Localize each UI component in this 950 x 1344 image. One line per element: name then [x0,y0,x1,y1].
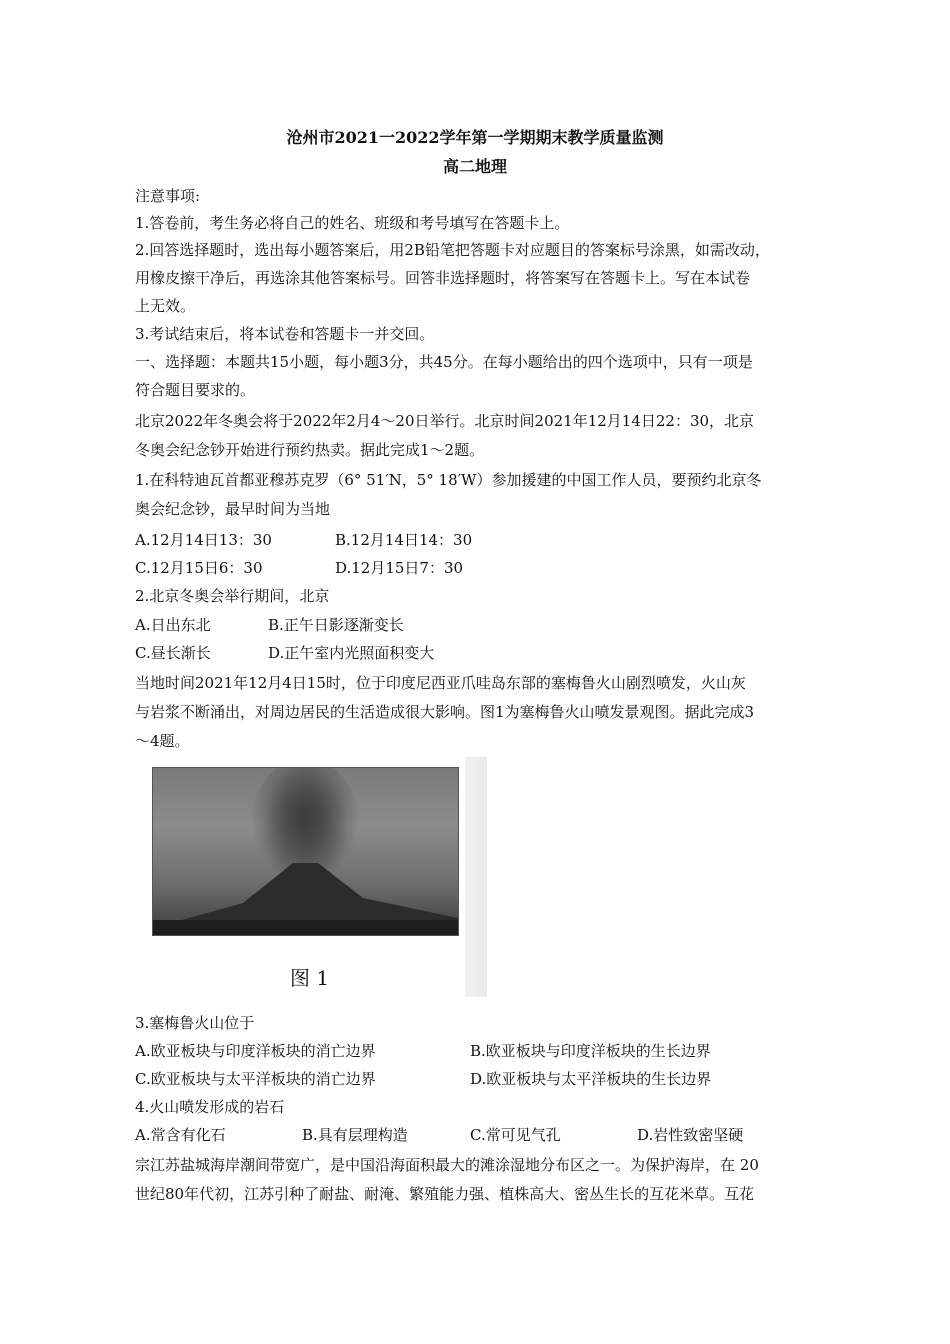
question-2-option-b: B.正午日影逐渐变长 [268,616,404,634]
volcano-silhouette [153,768,458,935]
scan-bleed-margin [465,757,487,997]
passage-2-line-2: 与岩浆不断涌出，对周边居民的生活造成很大影响。图1为塞梅鲁火山喷发景观图。据此完成3 [135,703,755,721]
figure-1-caption: 图 1 [290,966,330,990]
note-2-line-1: 2.回答选择题时，选出每小题答案后，用2B铅笔把答题卡对应题目的答案标号涂黑，如需改动， [135,241,770,259]
question-2-option-c: C.昼长渐长 [135,644,211,662]
passage-1-line-1: 北京2022年冬奥会将于2022年2月4～20日举行。北京时间2021年12月14日22：30，北京 [135,412,755,430]
question-4-option-b: B.具有层理构造 [302,1126,408,1144]
passage-2-line-3: ～4题。 [135,732,190,750]
question-3-option-c: C.欧亚板块与太平洋板块的消亡边界 [135,1070,376,1088]
notes-heading: 注意事项: [135,187,201,205]
note-2-line-3: 上无效。 [135,297,196,315]
question-3-option-b: B.欧亚板块与印度洋板块的生长边界 [470,1042,711,1060]
note-2-line-2: 用橡皮擦干净后，再选涂其他答案标号。回答非选择题时，将答案写在答题卡上。写在本试卷 [135,269,751,287]
question-2-option-d: D.正午室内光照面积变大 [268,644,435,662]
question-3-option-d: D.欧亚板块与太平洋板块的生长边界 [470,1070,712,1088]
question-4-option-c: C.常可见气孔 [470,1126,561,1144]
note-3: 3.考试结束后，将本试卷和答题卡一并交回。 [135,325,435,343]
question-3-option-a: A.欧亚板块与印度洋板块的消亡边界 [135,1042,376,1060]
question-3-stem: 3.塞梅鲁火山位于 [135,1014,255,1032]
question-1-option-c: C.12月15日6：30 [135,559,263,577]
passage-2-line-1: 当地时间2021年12月4日15时，位于印度尼西亚爪哇岛东部的塞梅鲁火山剧烈喷发，火山灰 [135,674,746,692]
figure-1 [135,757,487,997]
question-1-option-a: A.12月14日13：30 [135,531,272,549]
passage-1-line-2: 冬奥会纪念钞开始进行预约热卖。据此完成1～2题。 [135,441,485,459]
section-heading-line-1: 一、选择题：本题共15小题，每小题3分，共45分。在每小题给出的四个选项中，只有一项是 [135,353,753,371]
note-1: 1.答卷前，考生务必将自己的姓名、班级和考号填写在答题卡上。 [135,214,570,232]
exam-title: 沧州市2021一2022学年第一学期期末教学质量监测 [286,128,664,147]
question-1-option-b: B.12月14日14：30 [335,531,473,549]
question-2-stem: 2.北京冬奥会举行期间，北京 [135,587,330,605]
question-2-option-a: A.日出东北 [135,616,211,634]
section-heading-line-2: 符合题目要求的。 [135,381,256,399]
passage-3-line-2: 世纪80年代初，江苏引种了耐盐、耐淹、繁殖能力强、植株高大、密丛生长的互花米草。互花 [135,1185,755,1203]
volcano-eruption-photo [152,767,459,936]
question-1-stem-line-1: 1.在科特迪瓦首都亚穆苏克罗（6° 51′N，5° 18′W）参加援建的中国工作人员，要预约北京冬 [135,471,762,489]
question-1-stem-line-2: 奥会纪念钞，最早时间为当地 [135,500,331,518]
question-4-option-d: D.岩性致密坚硬 [637,1126,744,1144]
subject-title: 高二地理 [442,157,507,176]
question-4-stem: 4.火山喷发形成的岩石 [135,1098,285,1116]
passage-3-line-1: 宗江苏盐城海岸潮间带宽广，是中国沿海面积最大的滩涂湿地分布区之一。为保护海岸，在 20 [135,1156,759,1174]
question-1-option-d: D.12月15日7：30 [335,559,464,577]
question-4-option-a: A.常含有化石 [135,1126,226,1144]
